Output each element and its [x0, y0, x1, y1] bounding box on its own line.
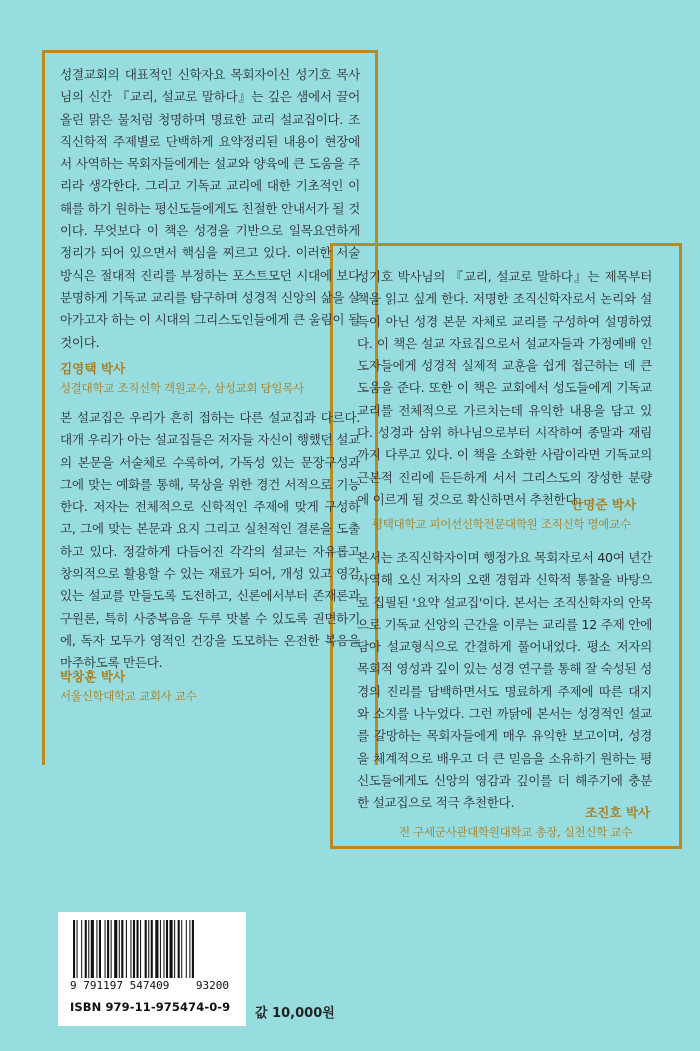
review-3-text: 성기호 박사님의 『교리, 설교로 말하다』는 제목부터 책을 읽고 싶게 한다. 저명한 조직신학자로서 논리와 설득이 아닌 성경 본문 자체로 교리를 구성하여 설명하였다. 이 책은 설교 자료집으로서 설교자들과 가정예배 인도자들에게 성경적 실제적 교훈을 쉽게 접근하는 데 큰 도움을 준다. 또한 이 책은 교회에서 성도들에게 기독교 교리를 전체적으로 가르치는데 유익한 내용을 담고 있다. 성경과 삼위 하나님으로부터 시작하여 종말과 재림까지 다루고 있다. 이 책을 소화한 사람이라면 기독교의 근본적 진리에 든든하게 서서 그리스도의 장성한 분량에 이르게 될 것으로 확신하면서 추천한다.	[357, 269, 652, 507]
review-2-text: 본 설교집은 우리가 흔히 접하는 다른 설교집과 다르다. 대개 우리가 아는 설교집들은 저자들 자신이 행했던 설교의 본문을 서술체로 수록하여, 가독성 있는 문장구성과 그에 맞는 예화를 통해, 묵상을 위한 경건 서적으로 기능한다. 저자는 전체적으로 신학적인 주제에 맞게 구성하고, 그에 맞는 본문과 요지 그리고 실천적인 결론을 도출하고 있다. 정갈하게 다듬어진 각각의 설교는 자유롭고 창의적으로 활용할 수 있는 재료가 되어, 개성 있고 영감 있는 설교를 만들도록 도전하고, 신론에서부터 존재론과 구원론, 특히 사중복음을 두루 맛볼 수 있도록 권면하기에, 독자 모두가 영적인 건강을 도모하는 온전한 복음을 마주하도록 만든다.	[60, 410, 360, 671]
isbn-number: ISBN 979-11-975474-0-9	[70, 1000, 231, 1014]
review-3-author: 안명준 박사	[571, 497, 637, 512]
review-4-role: 전 구세군사관대학원대학교 총장, 실천신학 교수	[399, 825, 632, 839]
review-4-text: 본서는 조직신학자이며 행정가요 목회자로서 40여 년간 사역해 오신 저자의 오랜 경험과 신학적 통찰을 바탕으로 집필된 '요약 설교집'이다. 본서는 조직신학자의 안목으로 기독교 신앙의 근간을 이루는 교리를 12 주제 안에 담아 설교형식으로 간결하게 풀어내었다. 평소 저자의 목회적 영성과 깊이 있는 성경 연구를 통해 잘 숙성된 성경의 진리를 담백하면서도 명료하게 주제에 따른 대지와 소지를 나누었다. 그런 까닭에 본서는 성경적인 설교를 갈망하는 목회자들에게 매우 유익한 보고이며, 성경을 체계적으로 배우고 더 큰 믿음을 소유하기 원하는 평신도들에게도 신앙의 영감과 깊이를 더 해주기에 충분한 설교집으로 적극 추천한다.	[357, 550, 652, 811]
review-2-author: 박창훈 박사	[60, 669, 126, 684]
review-3-role: 평택대학교 피어선신학전문대학원 조직신학 명예교수	[372, 517, 631, 531]
review-1-author: 김영택 박사	[60, 361, 126, 376]
review-4-author: 조진호 박사	[585, 805, 651, 820]
review-1-role: 성결대학교 조직신학 객원교수, 삼성교회 담임목사	[60, 381, 304, 395]
price-label: 값 10,000원	[255, 1006, 335, 1021]
review-1-text: 성결교회의 대표적인 신학자요 목회자이신 성기호 목사님의 신간 『교리, 설교로 말하다』는 깊은 샘에서 끌어올린 맑은 물처럼 청명하며 명료한 교리 설교집이다. 조직신학적 주제별로 단백하게 요약정리된 내용이 현장에서 사역하는 목회자들에게는 설교와 양육에 큰 도움을 주리라 생각한다. 그리고 기독교 교리에 대한 기초적인 이해를 하기 원하는 평신도들에게도 친절한 안내서가 될 것이다. 무엇보다 이 책은 성경을 기반으로 일목요연하게 정리가 되어 있으면서 핵심을 찌르고 있다. 이러한 서술방식은 절대적 진리를 부정하는 포스트모던 시대에 보다 분명하게 기독교 교리를 탐구하며 성경적 신앙의 삶을 살아가고자 하는 이 시대의 그리스도인들에게 큰 울림이 될 것이다.	[60, 67, 360, 350]
barcode-panel	[58, 912, 246, 1026]
barcode-icon	[73, 920, 231, 978]
review-2-role: 서울신학대학교 교회사 교수	[60, 689, 197, 703]
barcode-digits: 9 791197 547409 93200	[70, 979, 229, 992]
